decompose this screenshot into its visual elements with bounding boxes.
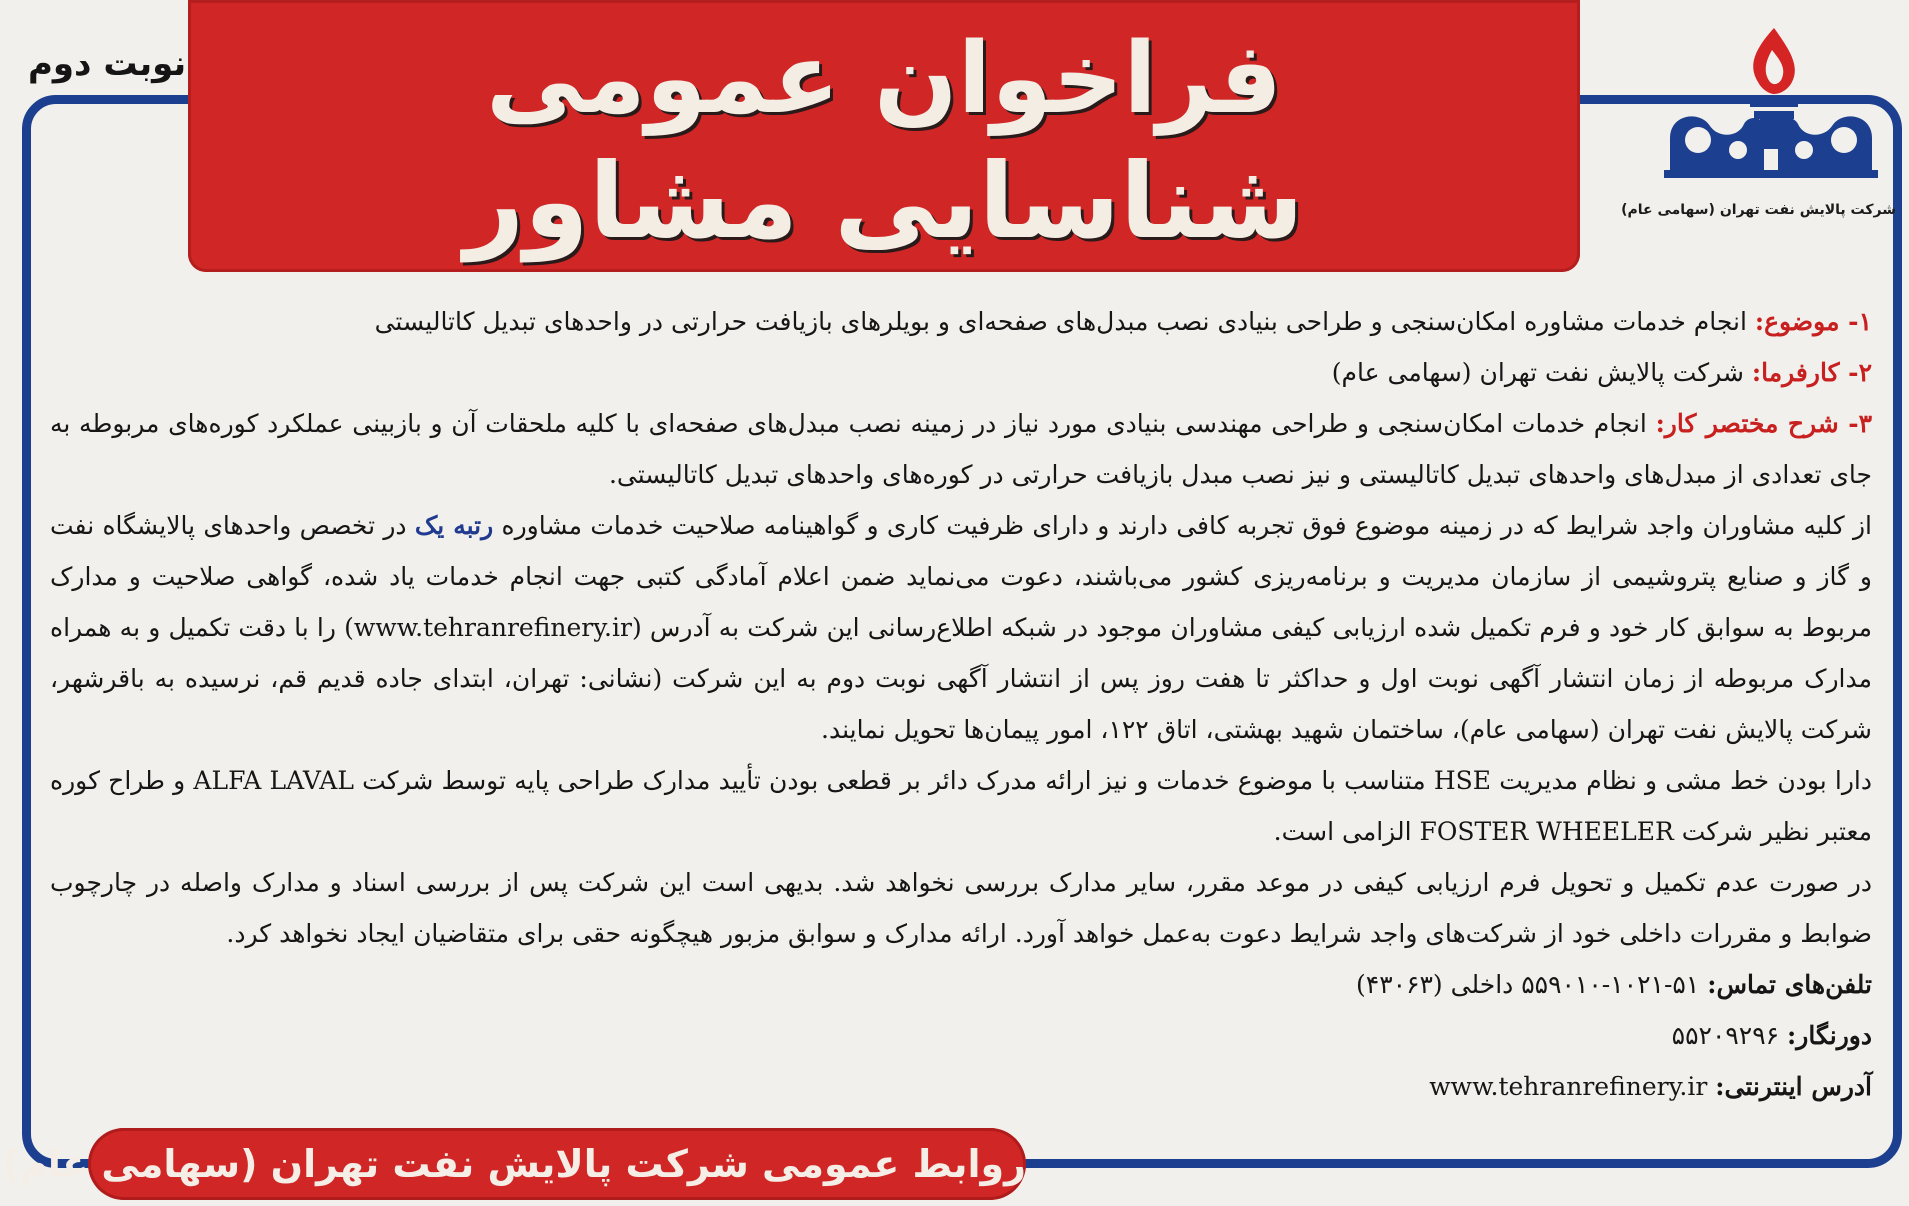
web-label: آدرس اینترنتی: bbox=[1715, 1072, 1872, 1101]
rank-highlight: رتبه یک bbox=[414, 511, 494, 540]
invitation-paragraph bbox=[50, 500, 1872, 755]
item-employer bbox=[50, 347, 1872, 398]
title-line-2: شناسایی مشاور bbox=[464, 140, 1304, 262]
publication-round-label: نوبت دوم bbox=[28, 44, 187, 84]
fax-label: دورنگار: bbox=[1787, 1021, 1872, 1050]
subject-label: ۱- موضوع: bbox=[1754, 307, 1872, 336]
employer-label: ۲- کارفرما: bbox=[1751, 358, 1872, 387]
invitation-text-start: از کلیه مشاوران واجد شرایط که در زمینه موضوع فوق تجربه کافی دارند و دارای ظرفیت کاری و گواهینامه صلاحیت خدمات مشاوره bbox=[501, 511, 1872, 540]
subject-text: انجام خدمات مشاوره امکان‌سنجی و طراحی بنیادی نصب مبدل‌های صفحه‌ای و بویلرهای بازیافت حرارتی در واحدهای تبدیل کاتالیستی bbox=[374, 307, 1747, 336]
ad-body bbox=[50, 296, 1872, 1112]
refinery-logo-icon bbox=[1656, 20, 1886, 190]
logo-caption: شرکت پالایش نفت تهران (سهامی عام) bbox=[1621, 202, 1896, 218]
requirements-paragraph: دارا بودن خط مشی و نظام مدیریت HSE متناسب با موضوع خدمات و نیز ارائه مدرک دائر بر قطعی بودن تأیید مدارک طراحی پایه توسط شرکت ALFA LAVAL و طراح کوره معتبر نظیر شرکت FOSTER WHEELER الزامی است. bbox=[50, 766, 1872, 846]
contact-fax bbox=[50, 1010, 1872, 1061]
phone-label: تلفن‌های تماس: bbox=[1707, 970, 1872, 999]
item-subject bbox=[50, 296, 1872, 347]
employer-text: شرکت پالایش نفت تهران (سهامی عام) bbox=[1331, 358, 1744, 387]
public-relations-footer: روابط عمومی شرکت پالایش نفت تهران (سهامی عام) bbox=[88, 1128, 1026, 1200]
summary-label: ۳- شرح مختصر کار: bbox=[1655, 409, 1873, 438]
contact-web bbox=[50, 1061, 1872, 1112]
summary-text: انجام خدمات امکان‌سنجی و طراحی مهندسی بنیادی مورد نیاز در زمینه نصب مبدل‌های صفحه‌ای با کلیه ملحقات آن و بازبینی عملکرد کوره‌های مربوطه به جای تعدادی از مبدل‌های واحدهای تبدیل کاتالیستی و نیز نصب مبدل بازیافت حرارتی در کوره‌های واحدهای تبدیل کاتالیستی. bbox=[50, 409, 1872, 489]
fax-value: ۵۵۲۰۹۲۹۶ bbox=[1671, 1021, 1780, 1050]
phone-value: ۵۱-۱۰۲۱-۵۵۹۰۱۰ داخلی (۴۳۰۶۳) bbox=[1356, 970, 1700, 999]
conditions-paragraph: در صورت عدم تکمیل و تحویل فرم ارزیابی کیفی در موعد مقرر، سایر مدارک بررسی نخواهد شد. بدیهی است این شرکت پس از بررسی اسناد و مدارک واصله در چارچوب ضوابط و مقررات داخلی خود از شرکت‌های واجد شرایط دعوت به‌عمل خواهد آورد. ارائه مدارک و سوابق مزبور هیچگونه حقی برای متقاضیان ایجاد نخواهد کرد. bbox=[50, 868, 1873, 948]
title-banner bbox=[188, 0, 1580, 272]
item-summary bbox=[50, 398, 1872, 500]
title-line-1: فراخوان عمومی bbox=[485, 22, 1283, 136]
web-link[interactable]: www.tehranrefinery.ir bbox=[1429, 1072, 1708, 1101]
invitation-text-end: در تخصص واحدهای پالایشگاه نفت و گاز و صنایع پتروشیمی از سازمان مدیریت و برنامه‌ریزی کشور می‌باشند، دعوت می‌نماید ضمن اعلام آمادگی کتبی جهت انجام خدمات یاد شده، گواهی صلاحیت و مدارک مربوط به سوابق کار خود و فرم تکمیل شده ارزیابی کیفی مشاوران موجود در شبکه اطلاع‌رسانی این شرکت به آدرس (www.tehranrefinery.ir) را با دقت تکمیل و به همراه مدارک مربوطه از زمان انتشار آگهی نوبت اول و حداکثر تا هفت روز پس از انتشار آگهی نوبت دوم به این شرکت (نشانی: تهران، ابتدای جاده قدیم قم، نرسیده به باقرشهر، شرکت پالایش نفت تهران (سهامی عام)، ساختمان شهید بهشتی، اتاق ۱۲۲، امور پیمان‌ها تحویل نمایند. bbox=[50, 511, 1872, 744]
contact-phone bbox=[50, 959, 1872, 1010]
